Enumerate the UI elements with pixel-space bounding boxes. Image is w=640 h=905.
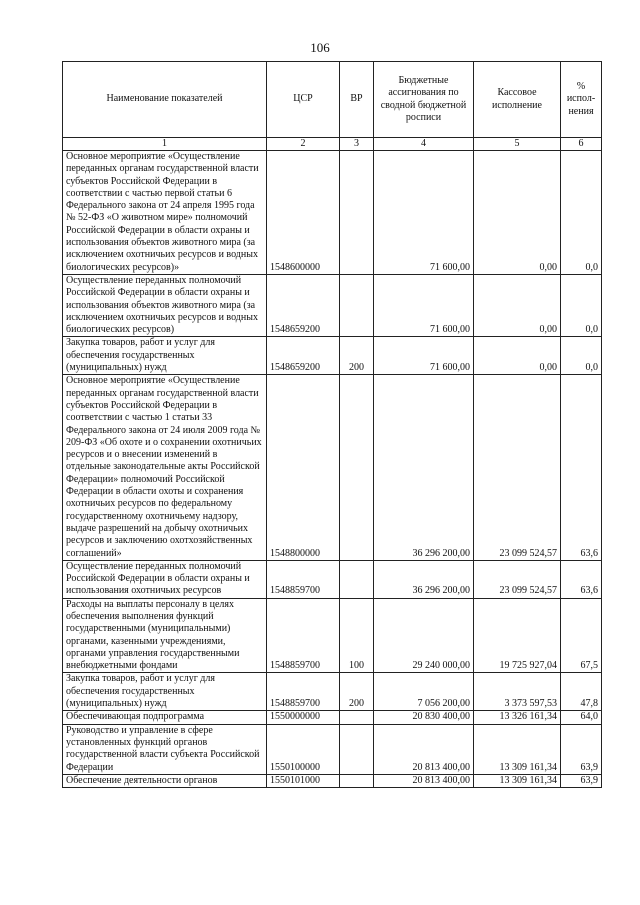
page-number: 106 bbox=[310, 40, 330, 55]
row-vr bbox=[340, 711, 374, 724]
header-vr: ВР bbox=[340, 62, 374, 138]
budget-execution-table bbox=[62, 61, 602, 788]
row-csr: 1548859700 bbox=[267, 598, 340, 673]
row-budget: 36 296 200,00 bbox=[374, 560, 474, 598]
row-name: Руководство и управление в сфере установленных функций органов государственной власти субъекта Российской Федерации bbox=[63, 724, 267, 774]
column-number: 3 bbox=[340, 138, 374, 151]
row-cash: 0,00 bbox=[474, 337, 561, 375]
header-budget: Бюджетные ассигнования по сводной бюджетной росписи bbox=[374, 62, 474, 138]
row-name: Расходы на выплаты персоналу в целях обеспечения выполнения функций государственными (муниципальными) органами, казенными учреждениями, органами управления государственными внебюджетными фондами bbox=[63, 598, 267, 673]
row-csr: 1550100000 bbox=[267, 724, 340, 774]
row-percent: 63,9 bbox=[561, 724, 602, 774]
table-row bbox=[63, 337, 602, 375]
header-csr: ЦСР bbox=[267, 62, 340, 138]
column-number: 1 bbox=[63, 138, 267, 151]
table-row bbox=[63, 673, 602, 711]
row-cash: 19 725 927,04 bbox=[474, 598, 561, 673]
header-name: Наименование показателей bbox=[63, 62, 267, 138]
table-row bbox=[63, 151, 602, 275]
row-name: Осуществление переданных полномочий Российской Федерации в области охраны и использования объектов животного мира (за исключением охотничьих ресурсов и водных биологических ресурсов) bbox=[63, 274, 267, 336]
row-csr: 1548800000 bbox=[267, 375, 340, 560]
table-row bbox=[63, 724, 602, 774]
column-number: 5 bbox=[474, 138, 561, 151]
table-row bbox=[63, 560, 602, 598]
row-cash: 13 326 161,34 bbox=[474, 711, 561, 724]
row-percent: 63,6 bbox=[561, 375, 602, 560]
row-budget: 7 056 200,00 bbox=[374, 673, 474, 711]
row-csr: 1550000000 bbox=[267, 711, 340, 724]
row-budget: 20 830 400,00 bbox=[374, 711, 474, 724]
row-csr: 1548859700 bbox=[267, 560, 340, 598]
row-percent: 64,0 bbox=[561, 711, 602, 724]
row-cash: 0,00 bbox=[474, 151, 561, 275]
row-vr bbox=[340, 274, 374, 336]
table-row bbox=[63, 774, 602, 787]
column-number: 4 bbox=[374, 138, 474, 151]
row-percent: 63,9 bbox=[561, 774, 602, 787]
table-row bbox=[63, 274, 602, 336]
row-name: Обеспечивающая подпрограмма bbox=[63, 711, 267, 724]
row-vr bbox=[340, 375, 374, 560]
row-cash: 3 373 597,53 bbox=[474, 673, 561, 711]
table-row bbox=[63, 598, 602, 673]
row-cash: 23 099 524,57 bbox=[474, 375, 561, 560]
row-budget: 36 296 200,00 bbox=[374, 375, 474, 560]
row-name: Обеспечение деятельности органов bbox=[63, 774, 267, 787]
row-budget: 71 600,00 bbox=[374, 274, 474, 336]
row-budget: 20 813 400,00 bbox=[374, 774, 474, 787]
table-row bbox=[63, 375, 602, 560]
row-name: Закупка товаров, работ и услуг для обеспечения государственных (муниципальных) нужд bbox=[63, 337, 267, 375]
row-vr: 100 bbox=[340, 598, 374, 673]
row-csr: 1548659200 bbox=[267, 274, 340, 336]
row-vr bbox=[340, 151, 374, 275]
row-csr: 1548659200 bbox=[267, 337, 340, 375]
row-vr: 200 bbox=[340, 337, 374, 375]
row-budget: 71 600,00 bbox=[374, 337, 474, 375]
header-cash: Кассовое исполнение bbox=[474, 62, 561, 138]
column-number: 6 bbox=[561, 138, 602, 151]
row-cash: 23 099 524,57 bbox=[474, 560, 561, 598]
row-cash: 13 309 161,34 bbox=[474, 774, 561, 787]
row-csr: 1550101000 bbox=[267, 774, 340, 787]
row-percent: 0,0 bbox=[561, 337, 602, 375]
row-name: Закупка товаров, работ и услуг для обеспечения государственных (муниципальных) нужд bbox=[63, 673, 267, 711]
row-budget: 20 813 400,00 bbox=[374, 724, 474, 774]
header-percent: % испол-нения bbox=[561, 62, 602, 138]
row-name: Основное мероприятие «Осуществление переданных органам государственной власти субъектов Российской Федерации в соответствии с частью первой статьи 6 Федерального закона от 24 апреля 1995 года № 52-ФЗ «О животном мире» полномочий Российской Федерации в области охраны и использования объектов животного мира (за исключением охотничьих ресурсов и водных биологических ресурсов)» bbox=[63, 151, 267, 275]
row-budget: 71 600,00 bbox=[374, 151, 474, 275]
row-csr: 1548600000 bbox=[267, 151, 340, 275]
row-vr: 200 bbox=[340, 673, 374, 711]
row-cash: 0,00 bbox=[474, 274, 561, 336]
row-percent: 47,8 bbox=[561, 673, 602, 711]
row-name: Основное мероприятие «Осуществление переданных органам государственной власти субъектов Российской Федерации в соответствии с частью 1 статьи 33 Федерального закона от 24 июля 2009 года № 209-ФЗ «Об охоте и о сохранении охотничьих ресурсов и о внесении изменений в отдельные законодательные акты Российской Федерации» полномочий Российской Федерации в области охоты и сохранения охотничьих ресурсов по федеральному государственному охотничьему надзору, выдаче разрешений на добычу охотничьих ресурсов и заключению охотхозяйственных соглашений» bbox=[63, 375, 267, 560]
column-number: 2 bbox=[267, 138, 340, 151]
row-csr: 1548859700 bbox=[267, 673, 340, 711]
row-percent: 63,6 bbox=[561, 560, 602, 598]
row-budget: 29 240 000,00 bbox=[374, 598, 474, 673]
row-name: Осуществление переданных полномочий Российской Федерации в области охраны и использования охотничьих ресурсов bbox=[63, 560, 267, 598]
row-vr bbox=[340, 774, 374, 787]
row-percent: 0,0 bbox=[561, 151, 602, 275]
table-row bbox=[63, 711, 602, 724]
row-vr bbox=[340, 560, 374, 598]
row-vr bbox=[340, 724, 374, 774]
column-numbers-row bbox=[63, 138, 602, 151]
row-percent: 67,5 bbox=[561, 598, 602, 673]
row-cash: 13 309 161,34 bbox=[474, 724, 561, 774]
row-percent: 0,0 bbox=[561, 274, 602, 336]
